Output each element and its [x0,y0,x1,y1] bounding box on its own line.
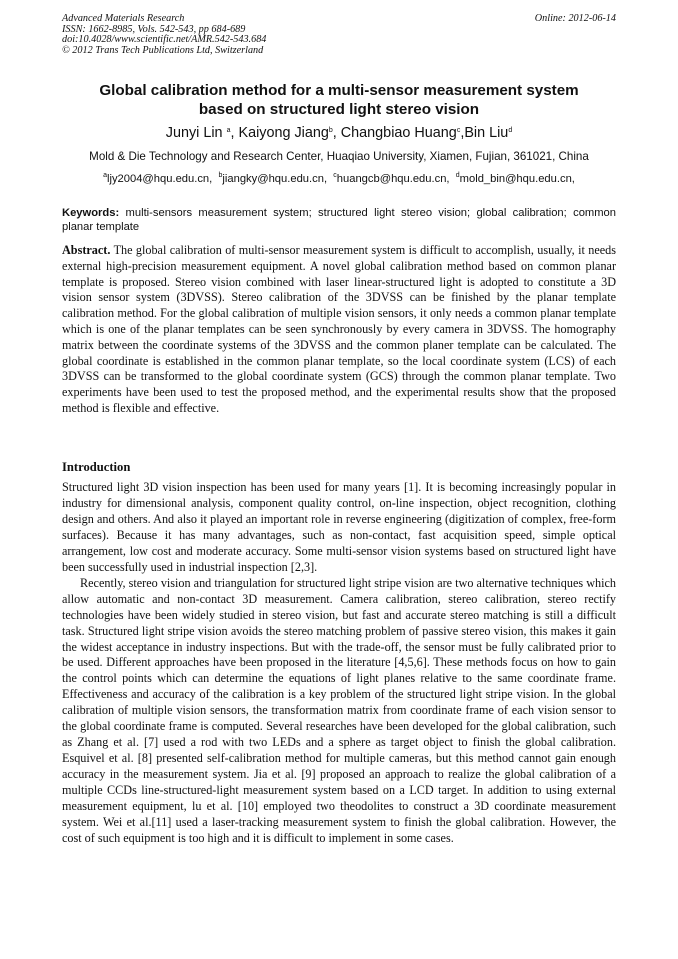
email-marker: a [103,172,107,179]
keywords-block [62,207,616,234]
author-name: Changbiao Huang [340,125,457,141]
author-separator: , [230,125,239,141]
affiliation: Mold & Die Technology and Research Center, Huaqiao University, Xiamen, Fujian, 361021, China [89,150,589,163]
email-address[interactable]: huangcb@hqu.edu.cn, [336,173,450,185]
email-marker: c [333,172,337,179]
paragraph: Recently, stereo vision and triangulation for structured light stripe vision are two alternative techniques which allow automatic and non-contact 3D measurement. Camera calibration, stereo calibration, stereo rectify technologies have been widely studied in stereo vision, but fast and accurate stereo matching is still a difficult task. Structured light stripe vision avoids the stereo matching problem of passive stereo vision, this makes it gain the widest acceptance in industry inspections. But with the trade-off, the sensor must be fully calibrated prior to be used. Different approaches have been proposed in the literature [4,5,6]. These methods focus on how to gain the control points which can determine the equations of light planes relative to the same coordinate frame. Effectiveness and accuracy of the calibration is a key problem of the structured light stripe vision. In the global calibration of multiple vision sensors, the transformation matrix from coordinate frame of each vision sensor to the global coordinate frame is computed. Several researches have been developed for the global calibration, such as Zhang et al. [7] used a rod with two LEDs and a sphere as target object to finish the global calibration. Esquivel et al. [8] presented self-calibration method for multiple cameras, but this method cannot gain enough accuracy in the measurement system. Jia et al. [9] proposed an approach to realize the global calibration of a multiple CCDs line-structured-light measurement system based on a LCD target. In addition to using external measurement equipment, lu et al. [10] employed two theodolites to construct a 3D coordinate measurement system. Wei et al.[11] used a laser-tracking measurement system to finish the global calibration. However, the cost of such equipment is too high and it is difficult to implement in some cases. [62,575,616,845]
doi-line: doi:10.4028/www.scientific.net/AMR.542-543.684 [62,34,267,46]
email-address[interactable]: jiangky@hqu.edu.cn, [222,173,328,185]
email-address[interactable]: mold_bin@hqu.edu.cn, [459,173,575,185]
abstract-block [62,243,616,417]
paragraph: Structured light 3D vision inspection has been used for many years [1]. It is becoming increasingly popular in industry for dimensional analysis, component quality control, on-line inspection, object recognition, clothing design and others. And also it played an important role in reverse engineering (digitization of complex, free-form surfaces). Because it has many advantages, such as non-contact, fast acquisition speed, simple optical arrangement, low cost and moderate accuracy. Some multi-sensor vision systems based on structured light have been successfully used in industrial inspection [2,3]. [62,480,616,574]
author-marker: a [226,127,231,134]
author-marker: d [508,127,513,134]
keywords-text: multi-sensors measurement system; structured light stereo vision; global calibration; common planar template [62,207,617,233]
introduction-body [62,480,616,847]
title-line-1: Global calibration method for a multi-sensor measurement system [99,82,579,99]
issn-line: ISSN: 1662-8985, Vols. 542-543, pp 684-689 [62,23,246,35]
journal-name: Advanced Materials Research [62,13,185,24]
author-list [62,124,616,142]
abstract-label: Abstract. [62,243,111,257]
author-name: Junyi Lin [165,125,223,141]
online-date: Online: 2012-06-14 [534,13,616,24]
paper-title [62,81,616,119]
author-marker: b [328,127,333,134]
author-separator: , [332,125,341,141]
email-marker: b [218,172,223,179]
email-address[interactable]: ljy2004@hqu.edu.cn, [106,173,213,185]
journal-header [62,14,616,56]
abstract-text: The global calibration of multi-sensor measurement system is difficult to accomplish, usually, it needs external high-precision measurement equipment. A novel global calibration method based on common planar template is proposed. Stereo vision combined with laser linear-structured light is adopted to constitute a 3D vision sensor system (3DVSS). Stereo calibration of the 3DVSS can be finished by the planar template calibration method. For the global calibration of multiple vision sensors, it only needs a common planar template which is one of the planar templates can be seen synchronously by every camera in 3DVSS. The homography matrix between the coordinate systems of the 3DVSS and the common planer template can be calculated. The global coordinate is established in the common planar template, so the local coordinate system (LCS) of each 3DVSS can be transformed to the global coordinate system (GCS) through the common planar template. Two experiments have been used to test the proposed method, and the experimental results show that the proposed method is flexible and effective. [62,243,616,415]
author-separator: , [460,125,465,141]
email-marker: d [455,172,460,179]
title-line-2: based on structured light stereo vision [198,101,480,118]
copyright-line: © 2012 Trans Tech Publications Ltd, Switzerland [62,44,264,56]
author-marker: c [456,127,461,134]
author-name: Bin Liu [464,125,509,141]
keywords-label: Keywords: [62,207,120,219]
email-list [62,172,616,186]
section-heading-introduction: Introduction [62,460,131,474]
author-name: Kaiyong Jiang [238,125,329,141]
